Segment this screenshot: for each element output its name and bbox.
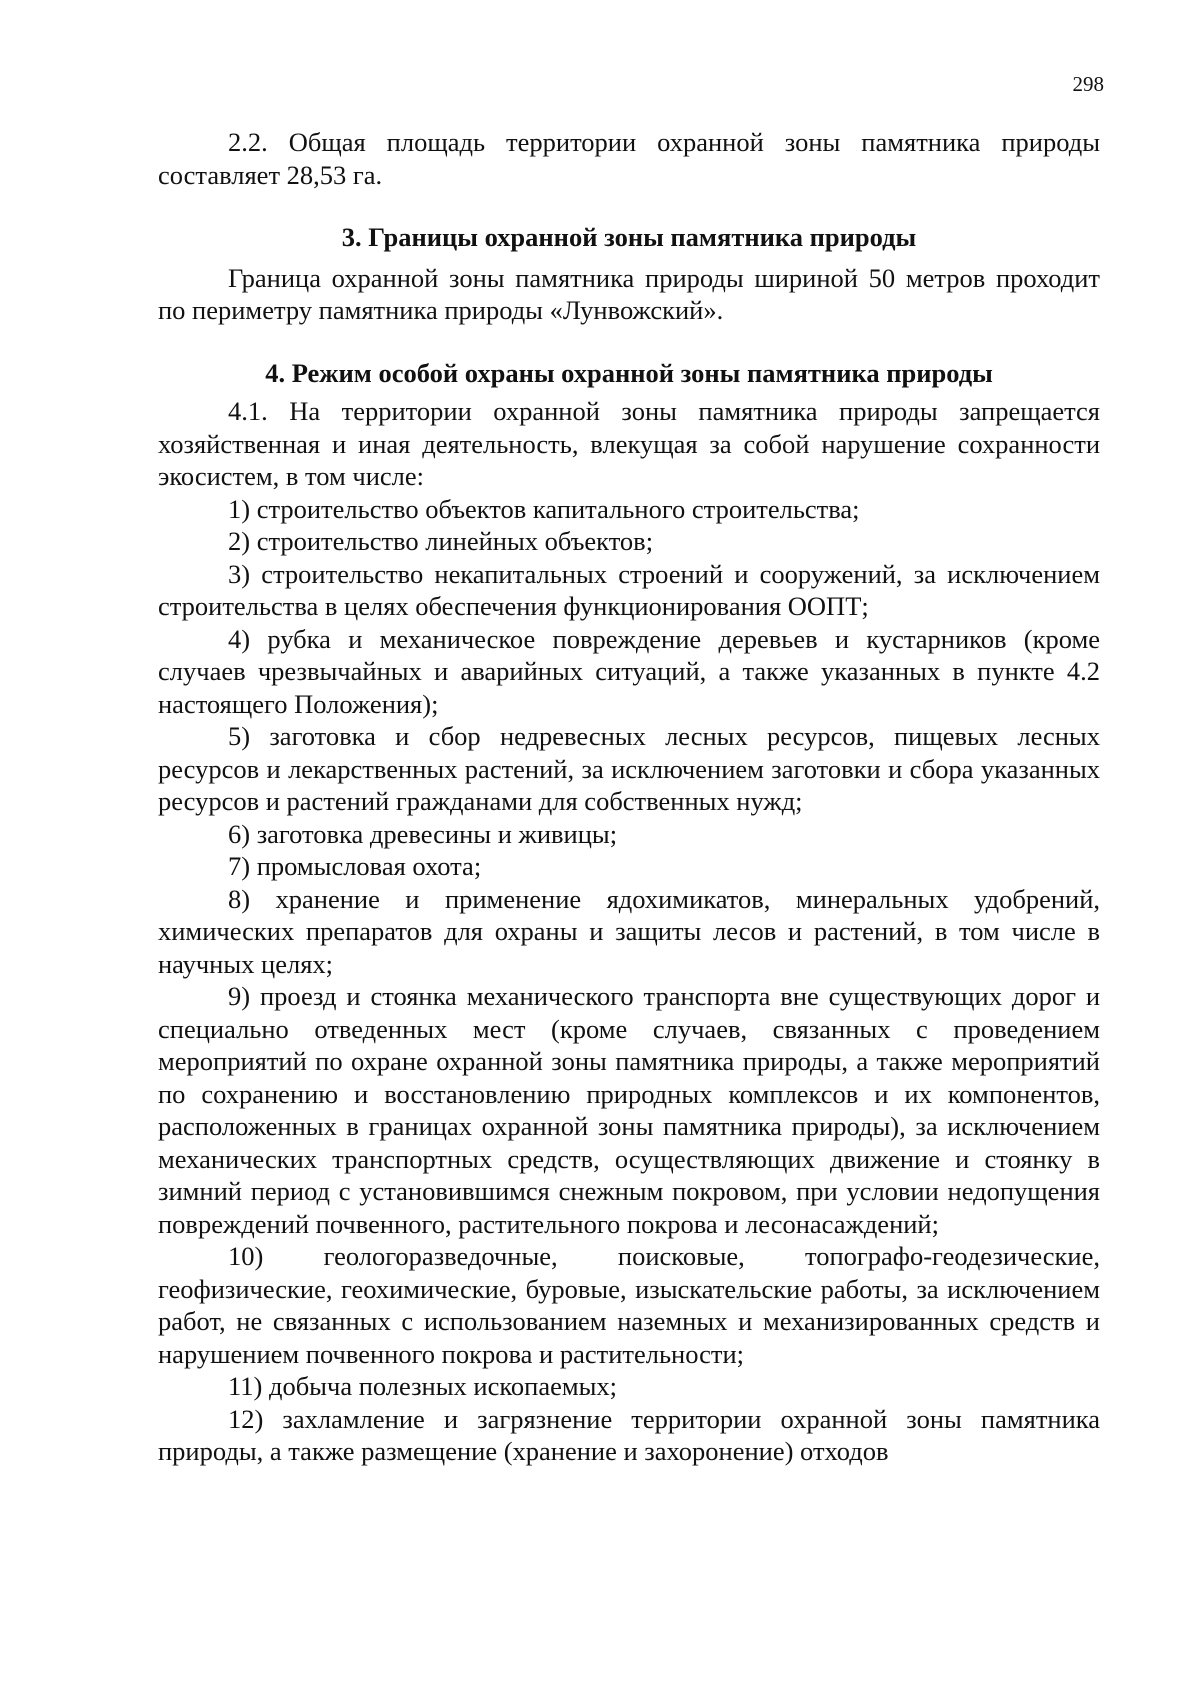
section-4-intro: 4.1. На территории охранной зоны памятника природы запрещается хозяйственная и иная деятельность, влекущая за собой нарушение сохранности экосистем, в том числе: [158, 396, 1100, 491]
list-item-2: 2) строительство линейных объектов; [228, 526, 654, 556]
section-4-heading: 4. Режим особой охраны охранной зоны памятника природы [265, 357, 993, 388]
paragraph-2-2: 2.2. Общая площадь территории охранной зоны памятника природы составляет 28,53 га. [158, 127, 1100, 190]
list-item-7: 7) промысловая охота; [228, 851, 482, 881]
list-item-4: 4) рубка и механическое повреждение деревьев и кустарников (кроме случаев чрезвычайных и аварийных ситуаций, а также указанных в пункте 4.2 настоящего Положения); [158, 623, 1100, 719]
list-item-8: 8) хранение и применение ядохимикатов, минеральных удобрений, химических препаратов для охраны и защиты лесов и растений, в том числе в научных целях; [158, 883, 1100, 979]
list-item-12: 12) захламление и загрязнение территории охранной зоны памятника природы, а также размещение (хранение и захоронение) отходов [158, 1403, 1100, 1466]
list-item-6: 6) заготовка древесины и живицы; [228, 818, 618, 849]
section-3-text: Граница охранной зоны памятника природы шириной 50 метров проходит по периметру памятника природы «Лунвожский». [158, 262, 1100, 325]
list-item-1: 1) строительство объектов капитального строительства; [228, 493, 860, 524]
section-3-heading: 3. Границы охранной зоны памятника природы [341, 222, 917, 252]
list-item-10: 10) геологоразведочные, поисковые, топографо-геодезические, геофизические, геохимические, буровые, изыскательские работы, за исключением работ, не связанных с использованием наземных и механизированных средств и нарушением почвенного покрова и растительности; [158, 1241, 1100, 1369]
list-item-5: 5) заготовка и сбор недревесных лесных ресурсов, пищевых лесных ресурсов и лекарственных растений, за исключением заготовки и сбора указанных ресурсов и растений гражданами для собственных нужд; [158, 721, 1100, 816]
list-item-9: 9) проезд и стоянка механического транспорта вне существующих дорог и специально отведенных мест (кроме случаев, связанных с проведением мероприятий по охране охранной зоны памятника природы, а также мероприятий по сохранению и восстановлению природных комплексов и их компонентов, расположенных в границах охранной зоны памятника природы), за исключением механических транспортных средств, осуществляющих движение и стоянку в зимний период с установившимся снежным покровом, при условии недопущения повреждений почвенного, растительного покрова и лесонасаждений; [158, 981, 1100, 1239]
document-body [158, 126, 1100, 1468]
list-item-11: 11) добыча полезных ископаемых; [228, 1371, 618, 1401]
page-number: 298 [1072, 72, 1104, 96]
list-item-3: 3) строительство некапитальных строений и сооружений, за исключением строительства в целях обеспечения функционирования ООПТ; [158, 558, 1100, 621]
